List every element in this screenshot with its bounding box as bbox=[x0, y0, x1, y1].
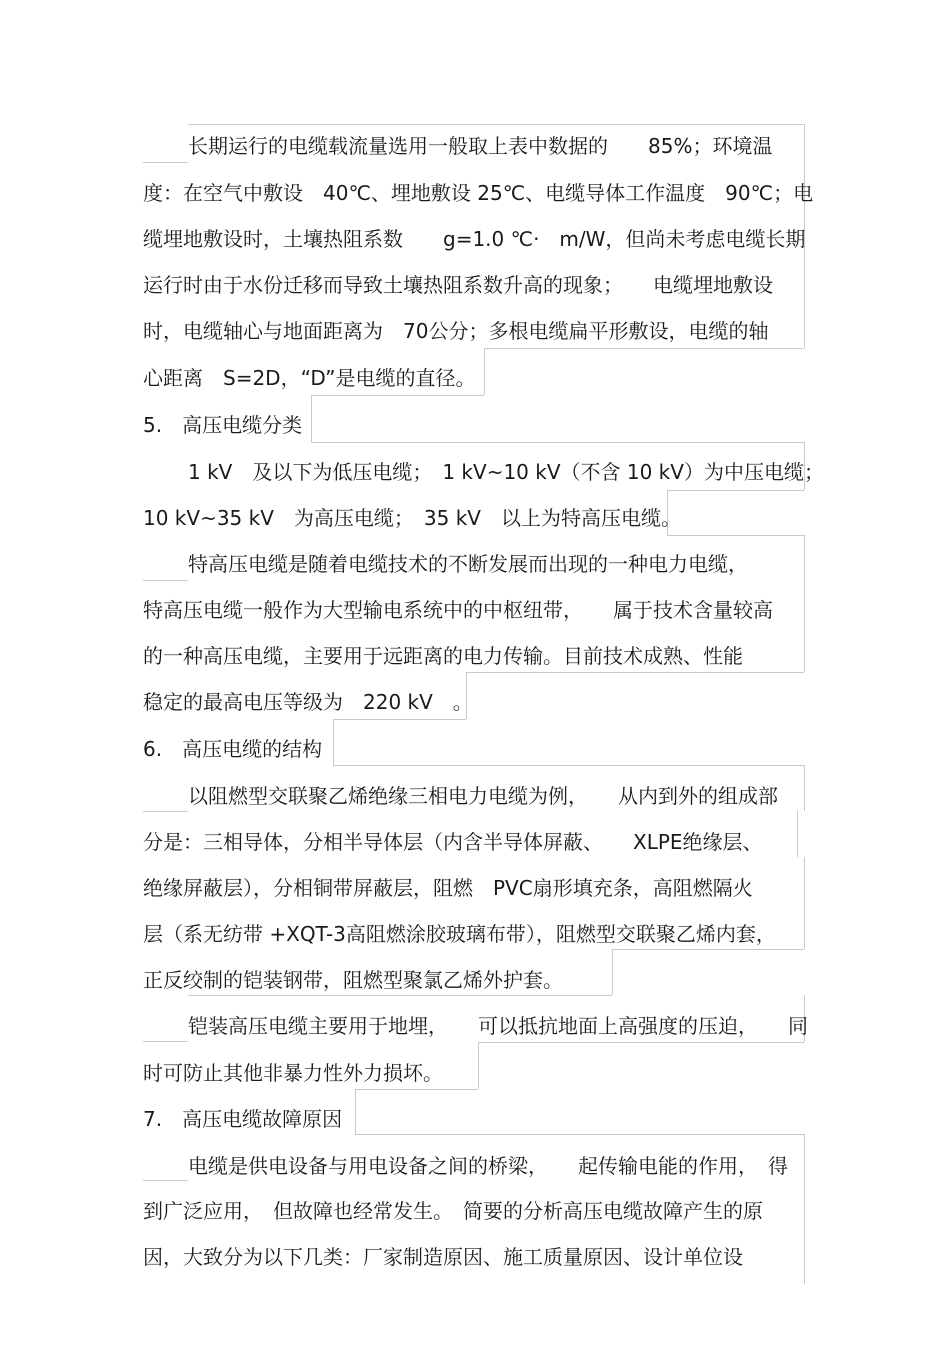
paragraph-line: 正反绞制的铠装钢带，阻燃型聚氯乙烯外护套。 bbox=[143, 968, 563, 992]
paragraph-line: 长期运行的电缆载流量选用一般取上表中数据的 85%；环境温 bbox=[188, 134, 773, 158]
border-line bbox=[478, 1042, 479, 1089]
paragraph-line: 因，大致分为以下几类：厂家制造原因、施工质量原因、设计单位设 bbox=[143, 1245, 743, 1269]
border-line bbox=[311, 395, 484, 396]
border-line bbox=[804, 765, 805, 811]
paragraph-line: 绝缘屏蔽层），分相铜带屏蔽层，阻燃 PVC扇形填充条，高阻燃隔火 bbox=[143, 876, 753, 900]
paragraph-line: 运行时由于水份迁移而导致土壤热阻系数升高的现象； 电缆埋地敷设 bbox=[143, 273, 773, 297]
paragraph-line: 电缆是供电设备与用电设备之间的桥梁， 起传输电能的作用， 得 bbox=[188, 1154, 788, 1178]
border-line bbox=[667, 490, 804, 491]
border-line bbox=[478, 1042, 804, 1043]
paragraph-line: 时可防止其他非暴力性外力损坏。 bbox=[143, 1061, 443, 1085]
border-line bbox=[333, 719, 466, 720]
paragraph-line: 时，电缆轴心与地面距离为 70公分；多根电缆扁平形敷设，电缆的轴 bbox=[143, 319, 769, 343]
paragraph-line: 10 kV~35 kV 为高压电缆； 35 kV 以上为特高压电缆。 bbox=[143, 506, 681, 530]
paragraph-line: 分是：三相导体，分相半导体层（内含半导体屏蔽、 XLPE绝缘层、 bbox=[143, 830, 763, 854]
border-line bbox=[612, 949, 804, 950]
border-line bbox=[466, 672, 804, 673]
paragraph-line: 稳定的最高电压等级为 220 kV 。 bbox=[143, 690, 473, 714]
border-line bbox=[804, 1134, 805, 1284]
paragraph-line: 缆埋地敷设时，土壤热阻系数 g=1.0 ℃· m/W，但尚未考虑电缆长期 bbox=[143, 227, 806, 251]
border-line bbox=[143, 811, 188, 812]
paragraph-line: 的一种高压电缆，主要用于远距离的电力传输。目前技术成熟、性能 bbox=[143, 644, 743, 668]
border-line bbox=[143, 580, 188, 581]
border-line bbox=[484, 348, 485, 395]
paragraph-line: 度：在空气中敷设 40℃、埋地敷设 25℃、电缆导体工作温度 90℃；电 bbox=[143, 181, 814, 205]
border-line bbox=[311, 442, 804, 443]
border-line bbox=[188, 995, 612, 996]
border-line bbox=[355, 1134, 804, 1135]
section-heading: 7. 高压电缆故障原因 bbox=[143, 1107, 343, 1131]
border-line bbox=[143, 1041, 188, 1042]
section-heading: 6. 高压电缆的结构 bbox=[143, 737, 323, 761]
border-line bbox=[612, 949, 613, 995]
paragraph-line: 心距离 S=2D，“D”是电缆的直径。 bbox=[143, 366, 476, 390]
paragraph-line: 特高压电缆一般作为大型输电系统中的中枢纽带， 属于技术含量较高 bbox=[143, 598, 773, 622]
paragraph-line: 特高压电缆是随着电缆技术的不断发展而出现的一种电力电缆， bbox=[188, 552, 748, 576]
paragraph-line: 到广泛应用， 但故障也经常发生。 简要的分析高压电缆故障产生的原 bbox=[143, 1199, 763, 1223]
border-line bbox=[804, 535, 805, 672]
border-line bbox=[797, 811, 798, 857]
border-line bbox=[484, 348, 804, 349]
border-line bbox=[188, 124, 805, 125]
border-line bbox=[355, 1089, 356, 1134]
border-line bbox=[143, 1180, 188, 1181]
border-line bbox=[667, 535, 804, 536]
paragraph-line: 层（系无纺带 +XQT-3高阻燃涂胶玻璃布带），阻燃型交联聚乙烯内套， bbox=[143, 922, 776, 946]
paragraph-line: 铠装高压电缆主要用于地埋， 可以抵抗地面上高强度的压迫， 同 bbox=[188, 1014, 808, 1038]
border-line bbox=[804, 857, 805, 949]
border-line bbox=[143, 162, 188, 163]
border-line bbox=[333, 719, 334, 765]
paragraph-line: 1 kV 及以下为低压电缆； 1 kV~10 kV（不含 10 kV）为中压电缆； bbox=[188, 460, 824, 484]
paragraph-line: 以阻燃型交联聚乙烯绝缘三相电力电缆为例， 从内到外的组成部 bbox=[188, 784, 778, 808]
border-line bbox=[333, 765, 804, 766]
border-line bbox=[311, 395, 312, 442]
border-line bbox=[355, 1089, 478, 1090]
section-heading: 5. 高压电缆分类 bbox=[143, 413, 303, 437]
